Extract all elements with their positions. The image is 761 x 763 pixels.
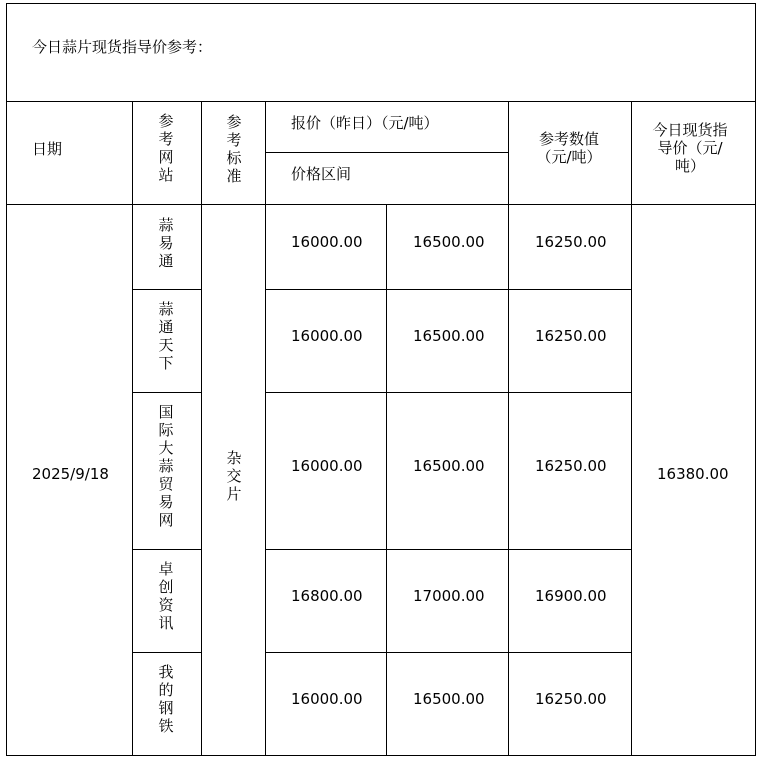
line-row4-bottom-b (265, 652, 632, 653)
header-site: 参考网站 (158, 112, 174, 184)
line-col-date (132, 101, 133, 756)
range-high-cell: 16500.00 (413, 233, 485, 251)
line-caption-bottom (6, 101, 756, 102)
line-row2-bottom-b (265, 392, 632, 393)
line-row3-bottom-b (265, 549, 632, 550)
site-cell: 蒜通天下 (158, 300, 174, 372)
guide-price-cell: 16380.00 (657, 465, 729, 483)
site-cell: 国际大蒜贸易网 (158, 403, 174, 529)
header-ref-value: 参考数值（元/吨） (536, 130, 602, 166)
table-border-bottom (6, 755, 756, 756)
line-col-standard (265, 101, 266, 756)
line-row2-bottom (132, 392, 202, 393)
table-border-right (755, 3, 756, 756)
range-high-cell: 16500.00 (413, 457, 485, 475)
range-low-cell: 16000.00 (291, 457, 363, 475)
range-low-cell: 16800.00 (291, 587, 363, 605)
header-date: 日期 (32, 140, 63, 158)
date-cell: 2025/9/18 (32, 465, 109, 483)
ref-value-cell: 16250.00 (535, 690, 607, 708)
line-row3-bottom (132, 549, 202, 550)
range-low-cell: 16000.00 (291, 233, 363, 251)
ref-value-cell: 16250.00 (535, 327, 607, 345)
table-caption: 今日蒜片现货指导价参考： (32, 38, 213, 56)
range-high-cell: 16500.00 (413, 690, 485, 708)
table-border-top (6, 3, 755, 4)
range-low-cell: 16000.00 (291, 327, 363, 345)
header-range: 价格区间 (291, 165, 352, 183)
ref-value-cell: 16250.00 (535, 457, 607, 475)
line-col-quote (508, 101, 509, 756)
line-row1-bottom-b (265, 289, 632, 290)
line-row1-bottom (132, 289, 202, 290)
ref-value-cell: 16250.00 (535, 233, 607, 251)
site-cell: 我的钢铁 (158, 663, 174, 735)
line-col-ref (631, 101, 632, 756)
header-guide: 今日现货指导价（元/吨） (652, 121, 728, 175)
ref-value-cell: 16900.00 (535, 587, 607, 605)
range-low-cell: 16000.00 (291, 690, 363, 708)
header-quote: 报价（昨日）（元/吨） (291, 114, 439, 132)
line-row4-bottom (132, 652, 202, 653)
standard-cell: 杂交片 (226, 449, 242, 503)
line-col-site (201, 101, 202, 756)
range-high-cell: 16500.00 (413, 327, 485, 345)
line-header-bottom (6, 204, 756, 205)
site-cell: 卓创资讯 (158, 560, 174, 632)
header-standard: 参考标准 (226, 113, 242, 185)
table-border-left (6, 3, 7, 756)
line-col-range-mid (386, 204, 387, 756)
line-quote-bottom (265, 152, 508, 153)
site-cell: 蒜易通 (158, 216, 174, 270)
range-high-cell: 17000.00 (413, 587, 485, 605)
